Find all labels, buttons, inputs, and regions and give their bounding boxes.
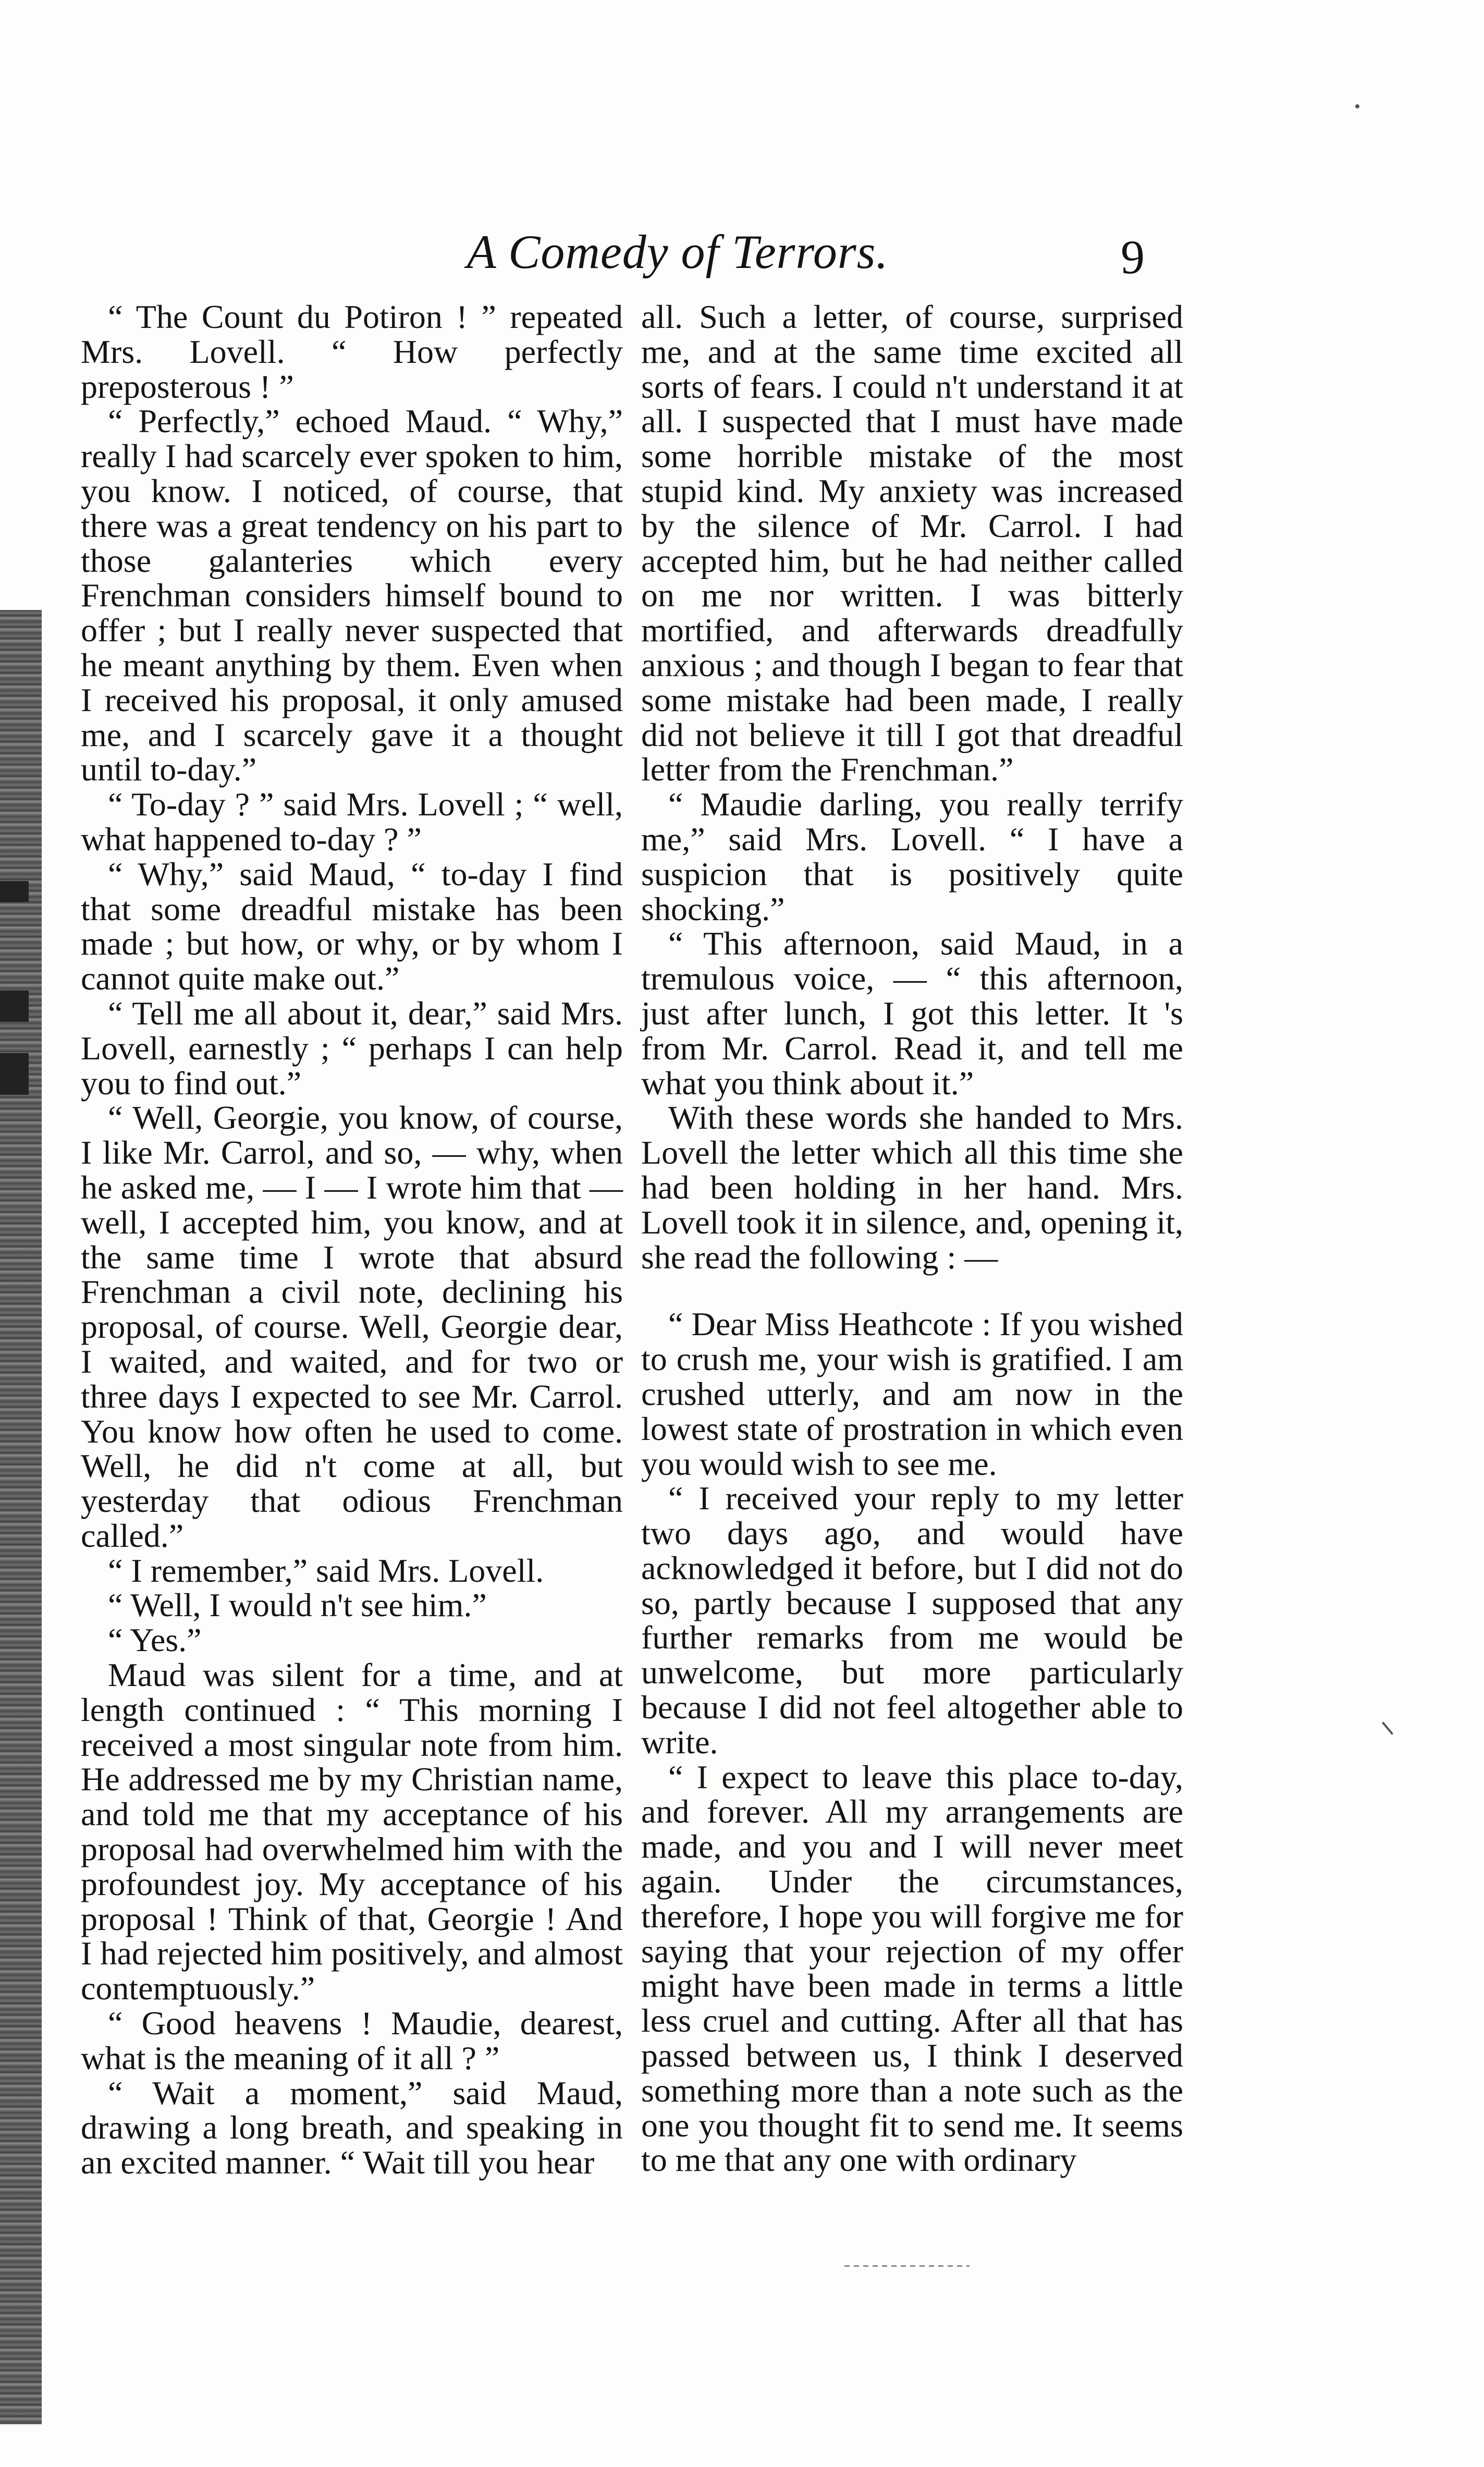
paragraph: With these words she handed to Mrs. Lovell the letter which all this time she had been holding in her hand. Mrs. Lovell took it in silence, and, opening it, she read the following : — xyxy=(641,1099,1183,1276)
binding-mark xyxy=(0,991,29,1022)
paragraph: “ Wait a moment,” said Maud, drawing a long breath, and speaking in an excited manner. “ Wait till you hear xyxy=(81,2074,623,2181)
running-title: A Comedy of Terrors. xyxy=(467,225,889,278)
paragraph: “ The Count du Potiron ! ” repeated Mrs. Lovell. “ How perfectly preposterous ! ” xyxy=(81,298,623,405)
paragraph: Maud was silent for a time, and at length continued : “ This morning I received a most singular note from him. He addressed me by my Christian name, and told me that my acceptance of his proposal had overwhelmed him with the profoundest joy. My acceptance of his proposal ! Think of that, Georgie ! And I had rejected him positively, and almost contemptuously.” xyxy=(81,1656,623,2007)
paragraph: “ I expect to leave this place to-day, and forever. All my arrangements are made, and you and I will never meet again. Under the circumstances, therefore, I hope you will forgive me for saying that your rejection of my offer might have been made in terms a little less cruel and cutting. After all that has passed between us, I think I deserved something more than a note such as the one you thought fit to send me. It seems to me that any one with ordinary xyxy=(641,1758,1183,2179)
paragraph: “ Maudie darling, you really terrify me,” said Mrs. Lovell. “ I have a suspicion that is positively quite shocking.” xyxy=(641,786,1183,927)
binding-mark xyxy=(0,881,29,902)
letter-salutation-paragraph: “ Dear Miss Heathcote : If you wished to crush me, your wish is gratified. I am crushed utterly, and am now in the lowest state of prostration in which even you would wish to see me. xyxy=(641,1305,1183,1482)
paragraph: “ Good heavens ! Maudie, dearest, what is the meaning of it all ? ” xyxy=(81,2005,623,2077)
page-speck xyxy=(1355,104,1359,108)
paragraph: “ I remember,” said Mrs. Lovell. xyxy=(108,1552,544,1589)
page-number: 9 xyxy=(1121,230,1145,284)
paragraph: “ Perfectly,” echoed Maud. “ Why,” really I had scarcely ever spoken to him, you know. I noticed, of course, that there was a great tendency on his part to those galanteries which every Frenchman considers himself bound to offer ; but I really never suspected that he meant anything by them. Even when I received his proposal, it only amused me, and I scarcely gave it a thought until to-day.” xyxy=(81,402,623,788)
paragraph: “ I received your reply to my letter two days ago, and would have acknowledged it before, but I did not do so, partly because I supposed that any further remarks from me would be unwelcome, but more particularly because I did not feel altogether able to write. xyxy=(641,1480,1183,1761)
paragraph: all. Such a letter, of course, surprised me, and at the same time excited all sorts of fears. I could n't understand it at all. I suspected that I must have made some horrible mistake of the most stupid kind. My anxiety was increased by the silence of Mr. Carrol. I had accepted him, but he had neither called on me nor written. I was bitterly mortified, and afterwards dreadfully anxious ; and though I began to fear that some mistake had been made, I really did not believe it till I got that dreadful letter from the Frenchman.” xyxy=(641,298,1183,788)
page-speck xyxy=(1382,1721,1393,1735)
paragraph: “ Why,” said Maud, “ to-day I find that some dreadful mistake has been made ; but how, or why, or by whom I cannot quite make out.” xyxy=(81,855,623,997)
left-column xyxy=(81,300,623,2180)
paragraph: “ Yes.” xyxy=(108,1621,202,1659)
bottom-smudge xyxy=(844,2265,970,2267)
right-column xyxy=(641,300,1183,2178)
binding-mark xyxy=(0,1053,29,1095)
paragraph: “ To-day ? ” said Mrs. Lovell ; “ well, what happened to-day ? ” xyxy=(81,786,623,858)
paragraph: “ Tell me all about it, dear,” said Mrs. Lovell, earnestly ; “ perhaps I can help you to find out.” xyxy=(81,994,623,1102)
paragraph: “ Well, I would n't see him.” xyxy=(108,1586,487,1624)
paragraph: “ This afternoon, said Maud, in a tremulous voice, — “ this afternoon, just after lunch, I got this letter. It 's from Mr. Carrol. Read it, and tell me what you think about it.” xyxy=(641,925,1183,1102)
paragraph: “ Well, Georgie, you know, of course, I like Mr. Carrol, and so, — why, when he asked me, — I — I wrote him that — well, I accepted him, you know, and at the same time I wrote that absurd Frenchman a civil note, declining his proposal, of course. Well, Georgie dear, I waited, and waited, and for two or three days I expected to see Mr. Carrol. You know how often he used to come. Well, he did n't come at all, but yesterday that odious Frenchman called.” xyxy=(81,1099,623,1554)
